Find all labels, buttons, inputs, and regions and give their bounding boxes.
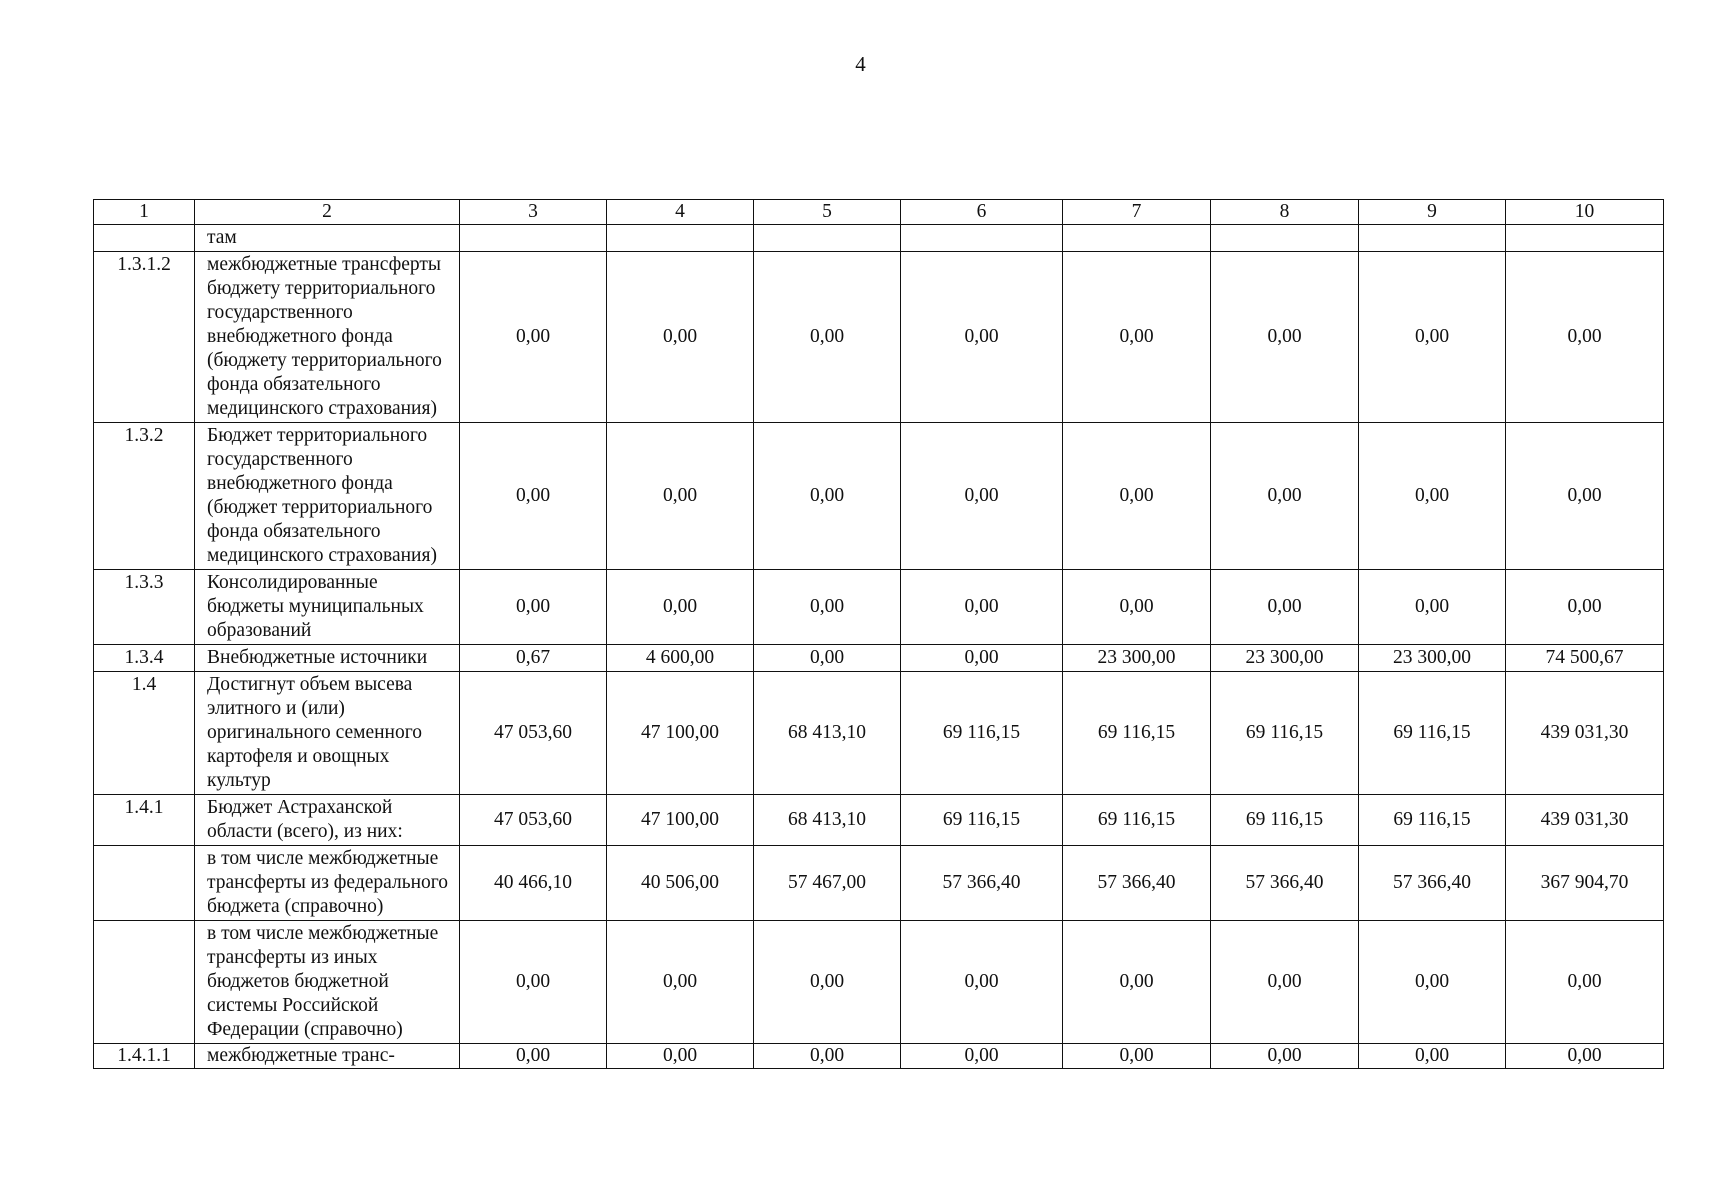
row-value: 40 466,10	[460, 846, 607, 921]
row-number: 1.4.1	[94, 795, 195, 846]
row-value: 0,00	[1359, 921, 1506, 1044]
row-value: 57 467,00	[754, 846, 901, 921]
row-value: 439 031,30	[1506, 672, 1664, 795]
row-value: 0,00	[1063, 252, 1211, 423]
row-value	[1506, 225, 1664, 252]
table-row	[94, 672, 1664, 795]
row-value: 0,00	[1211, 1044, 1359, 1069]
row-value: 0,00	[460, 423, 607, 570]
row-number: 1.3.2	[94, 423, 195, 570]
page-number: 4	[855, 52, 866, 76]
table-row	[94, 225, 1664, 252]
column-header: 7	[1063, 200, 1211, 225]
row-description: Консолидированные бюджеты муниципальных образований	[195, 570, 460, 645]
column-header: 10	[1506, 200, 1664, 225]
row-value: 0,00	[1506, 1044, 1664, 1069]
row-value: 0,00	[1506, 921, 1664, 1044]
table-row	[94, 645, 1664, 672]
table-row	[94, 423, 1664, 570]
row-value: 0,00	[754, 252, 901, 423]
row-value: 57 366,40	[901, 846, 1063, 921]
table-row	[94, 570, 1664, 645]
column-header: 8	[1211, 200, 1359, 225]
row-value: 47 053,60	[460, 795, 607, 846]
table-row	[94, 252, 1664, 423]
row-value: 367 904,70	[1506, 846, 1664, 921]
column-header: 2	[195, 200, 460, 225]
row-value: 0,00	[460, 570, 607, 645]
row-value: 74 500,67	[1506, 645, 1664, 672]
row-value: 0,00	[1063, 1044, 1211, 1069]
row-value: 23 300,00	[1063, 645, 1211, 672]
row-value: 0,00	[1211, 423, 1359, 570]
row-value: 0,00	[607, 570, 754, 645]
row-value: 0,00	[754, 1044, 901, 1069]
row-value: 68 413,10	[754, 795, 901, 846]
row-value: 69 116,15	[1063, 795, 1211, 846]
row-value: 0,00	[1359, 570, 1506, 645]
row-value: 439 031,30	[1506, 795, 1664, 846]
row-value: 0,00	[1506, 423, 1664, 570]
row-value: 69 116,15	[901, 795, 1063, 846]
row-value: 0,00	[1211, 921, 1359, 1044]
table-row	[94, 846, 1664, 921]
row-description: межбюджетные трансферты бюджету территориального государственного внебюджетного фонда (бюджету территориального фонда обязательного медицинского страхования)	[195, 252, 460, 423]
row-description: Достигнут объем высева элитного и (или) оригинального семенного картофеля и овощных культур	[195, 672, 460, 795]
row-value	[1211, 225, 1359, 252]
row-number: 1.3.4	[94, 645, 195, 672]
row-value: 0,00	[1506, 252, 1664, 423]
row-number	[94, 225, 195, 252]
row-value: 47 100,00	[607, 795, 754, 846]
row-value: 0,00	[1063, 921, 1211, 1044]
row-value	[1359, 225, 1506, 252]
column-header: 6	[901, 200, 1063, 225]
row-value: 0,00	[901, 252, 1063, 423]
row-description: межбюджетные транс-	[195, 1044, 460, 1069]
row-value: 47 100,00	[607, 672, 754, 795]
row-value: 0,00	[1211, 252, 1359, 423]
column-number-header-row	[94, 200, 1664, 225]
row-value: 0,00	[1359, 423, 1506, 570]
row-value: 0,00	[1506, 570, 1664, 645]
row-value: 0,00	[754, 570, 901, 645]
row-value: 0,67	[460, 645, 607, 672]
row-value: 0,00	[460, 1044, 607, 1069]
column-header: 3	[460, 200, 607, 225]
row-value: 0,00	[901, 1044, 1063, 1069]
row-value: 40 506,00	[607, 846, 754, 921]
column-header: 4	[607, 200, 754, 225]
row-value: 0,00	[607, 423, 754, 570]
row-value	[1063, 225, 1211, 252]
row-value: 0,00	[901, 570, 1063, 645]
row-value: 0,00	[607, 1044, 754, 1069]
column-header: 9	[1359, 200, 1506, 225]
row-description: там	[195, 225, 460, 252]
row-value: 0,00	[1063, 423, 1211, 570]
row-description: Внебюджетные источники	[195, 645, 460, 672]
row-description: в том числе межбюджетные трансферты из федерального бюджета (справочно)	[195, 846, 460, 921]
row-value: 69 116,15	[1359, 795, 1506, 846]
row-value: 69 116,15	[1359, 672, 1506, 795]
table-row	[94, 1044, 1664, 1069]
row-description: Бюджет Астраханской области (всего), из них:	[195, 795, 460, 846]
row-value	[901, 225, 1063, 252]
row-number: 1.4.1.1	[94, 1044, 195, 1069]
row-value: 69 116,15	[901, 672, 1063, 795]
budget-table	[93, 199, 1664, 1069]
row-value	[607, 225, 754, 252]
row-value: 69 116,15	[1211, 795, 1359, 846]
row-description: в том числе межбюджетные трансферты из иных бюджетов бюджетной системы Российской Федерации (справочно)	[195, 921, 460, 1044]
row-description: Бюджет территориального государственного внебюджетного фонда (бюджет территориального фонда обязательного медицинского страхования)	[195, 423, 460, 570]
table-row	[94, 795, 1664, 846]
row-value: 68 413,10	[754, 672, 901, 795]
row-value: 0,00	[607, 252, 754, 423]
row-value: 4 600,00	[607, 645, 754, 672]
row-value: 0,00	[901, 645, 1063, 672]
row-number: 1.4	[94, 672, 195, 795]
row-value: 0,00	[754, 921, 901, 1044]
row-value: 57 366,40	[1211, 846, 1359, 921]
row-value: 0,00	[901, 423, 1063, 570]
row-value: 0,00	[1063, 570, 1211, 645]
row-value: 0,00	[607, 921, 754, 1044]
row-number: 1.3.3	[94, 570, 195, 645]
row-value: 0,00	[754, 423, 901, 570]
row-value: 69 116,15	[1063, 672, 1211, 795]
row-value: 57 366,40	[1359, 846, 1506, 921]
row-number	[94, 846, 195, 921]
row-value: 0,00	[1359, 1044, 1506, 1069]
column-header: 5	[754, 200, 901, 225]
column-header: 1	[94, 200, 195, 225]
row-value: 0,00	[901, 921, 1063, 1044]
table-row	[94, 921, 1664, 1044]
row-value: 0,00	[754, 645, 901, 672]
row-value	[754, 225, 901, 252]
row-value: 0,00	[460, 252, 607, 423]
row-value: 47 053,60	[460, 672, 607, 795]
row-value: 0,00	[460, 921, 607, 1044]
row-value: 23 300,00	[1211, 645, 1359, 672]
row-value: 57 366,40	[1063, 846, 1211, 921]
row-value: 0,00	[1211, 570, 1359, 645]
row-number: 1.3.1.2	[94, 252, 195, 423]
row-value	[460, 225, 607, 252]
row-value: 69 116,15	[1211, 672, 1359, 795]
row-number	[94, 921, 195, 1044]
row-value: 23 300,00	[1359, 645, 1506, 672]
row-value: 0,00	[1359, 252, 1506, 423]
